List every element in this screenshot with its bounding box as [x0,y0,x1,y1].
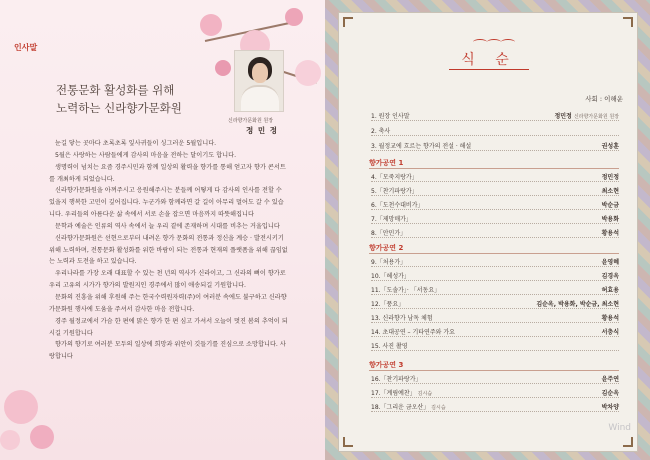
section-divider [369,253,619,254]
performer: 김순옥, 박용화, 박순금, 최소현 [536,301,619,308]
row-divider [371,195,619,196]
watermark-text: Wind [608,423,631,433]
performer: 서충식 [601,329,619,336]
row-divider [371,135,619,136]
cherry-blossom [295,60,321,86]
program-item: 11.「도솔가」· 「서동요」 [371,287,441,294]
program-item: 7.「제망매가」 [371,216,412,223]
performer: 황용석 [601,230,619,237]
greeting-paragraph: 생명력이 넘치는 요즘 경주시민과 함께 일상의 활력을 향가를 통해 얻고자 향가 콘서트를 개최하게 되었습니다. [49,163,286,183]
greeting-paragraph: 신라향가문화원을 아껴주시고 응원해주시는 분들께 어떻게 다 감사의 인사를 전할 수 있을지 행복한 고민이 깊어집니다. 누군가와 함께라면 갈 길이 아무리 멀어도 갈 수 있습니다. 우리들의 아름다운 삶 속에서 서로 손을 잡으면 마음까지 따뜻해집니다 [49,187,284,219]
program-item: 5.「찬기파랑가」 [371,188,418,195]
program-item: 13. 신라향가 남독 체험 [371,315,433,322]
performer: 윤영혜 [601,259,619,266]
program-item: 15. 사진 촬영 [371,343,408,350]
greeting-paragraph: 문학과 예술은 인류의 역사 속에서 늘 우리 곁에 존재하며 시대를 비추는 거울입니다 [55,222,280,230]
section-divider [369,370,619,371]
program-item: 1. 원장 인사말 [371,113,410,120]
director-portrait [234,50,284,112]
section-heading: 향가공연 3 [369,361,404,369]
signature-role: 신라향가문화원 원장 [228,118,274,124]
row-divider [371,266,619,267]
performer: 황용석 [601,315,619,322]
row-divider [371,294,619,295]
cherry-blossom [215,60,231,76]
corner-ornament [623,17,633,27]
row-divider [371,411,619,412]
program-item: 4.「모죽지랑가」 [371,174,418,181]
row-divider [371,237,619,238]
section-heading: 향가공연 1 [369,159,404,167]
program-item: 14. 초대공연 – 기타연주와 가요 [371,329,455,336]
row-divider [371,209,619,210]
performer: 박차양 [601,404,619,411]
row-divider [371,350,619,351]
performer: 김순옥 [601,390,619,397]
program-card [338,12,638,452]
cherry-blossom [200,14,222,36]
performer: 권성훈 [601,143,619,150]
greeting-paragraph: 눈길 닿는 곳마다 초록초록 잎사귀들이 싱그러운 5월입니다. [55,140,217,147]
greeting-body [49,138,289,363]
title-ornament [469,39,519,47]
program-page [325,0,650,460]
row-divider [371,336,619,337]
section-divider [369,168,619,169]
corner-ornament [343,17,353,27]
performer: 윤주연 [601,376,619,383]
cherry-blossom [285,8,303,26]
section-tag: 인사말 [14,43,38,52]
greeting-paragraph: 신라향가문화원은 선현으로부터 내려온 향가 문화의 전통과 정신을 계승 · 발전시키기 위해 노력하며, 전통문화 활성화를 위한 바람이 되는 전통과 현재의 플랫폼을 위해 끊임없는 노력과 도전을 하고 있습니다. [49,234,288,266]
program-item: 8.「안민가」 [371,230,407,237]
greeting-paragraph: 향가의 향기로 여러분 모두의 일상에 희망과 위안이 깃들기를 진심으로 소망합니다. 사랑합니다 [49,341,286,361]
host-line: 사회 : 이해운 [585,95,623,103]
row-divider [371,383,619,384]
row-divider [371,397,619,398]
program-item: 17.「계림예찬」 김시습 [371,390,433,397]
program-item: 16.「찬기파랑가」 [371,376,422,383]
program-item: 12.「풍요」 [371,301,405,308]
row-divider [371,120,619,121]
corner-ornament [623,437,633,447]
greeting-paragraph: 5월은 사랑하는 사람들에게 감사의 마음을 전하는 달이기도 합니다. [55,151,237,159]
cherry-blossom [4,390,38,424]
program-item: 2. 축사 [371,128,391,135]
performer: 김경옥 [601,273,619,280]
program-item: 18.「그리운 금오산」 김시습 [371,404,446,411]
performer: 박순금 [601,202,619,209]
program-title: 식 순 [461,52,517,68]
performer: 최소현 [601,188,619,195]
cherry-blossom [0,430,20,450]
row-divider [371,181,619,182]
performer: 박용화 [601,216,619,223]
greeting-title-line2: 노력하는 신라향가문화원 [56,101,182,115]
signature-name: 정 민 정 [246,126,278,135]
greeting-paragraph: 우리나라를 가장 오래 대표할 수 있는 천 년의 역사가 신라이고, 그 신라의 뼈이 향가로 우리 고유의 시가가 향가의 발원지인 경주에서 많이 애송되길 기원합니다. [49,270,286,290]
section-heading: 향가공연 2 [369,244,404,252]
greeting-title-line1: 전통문화 활성화를 위해 [56,83,175,97]
row-divider [371,223,619,224]
row-divider [371,322,619,323]
greeting-paragraph: 경주 월정교에서 가슴 한 편에 맑은 향가 한 편 심고 가셔서 오늘이 멋진 봄의 추억이 되시길 기원합니다 [49,317,288,337]
performer: 정민정 신라향가문화원 원장 [554,113,619,120]
performer: 정민정 [601,174,619,181]
corner-ornament [343,437,353,447]
title-divider [449,69,529,70]
greeting-paragraph: 문화의 진흥을 위해 후원해 주는 한국수력원자력(주)이 여러분 속에도 불구하고 신라향가문화원 행사에 도움을 주셔서 감사한 마음 전합니다. [49,293,287,313]
performer: 허효용 [601,287,619,294]
program-item: 6.「도천수대비가」 [371,202,424,209]
cherry-blossom [30,425,54,449]
row-divider [371,280,619,281]
row-divider [371,150,619,151]
row-divider [371,308,619,309]
program-item: 3. 월정교에 흐르는 향가의 전설 · 해설 [371,143,472,150]
program-item: 9.「처용가」 [371,259,407,266]
program-item: 10.「헤성가」 [371,273,410,280]
